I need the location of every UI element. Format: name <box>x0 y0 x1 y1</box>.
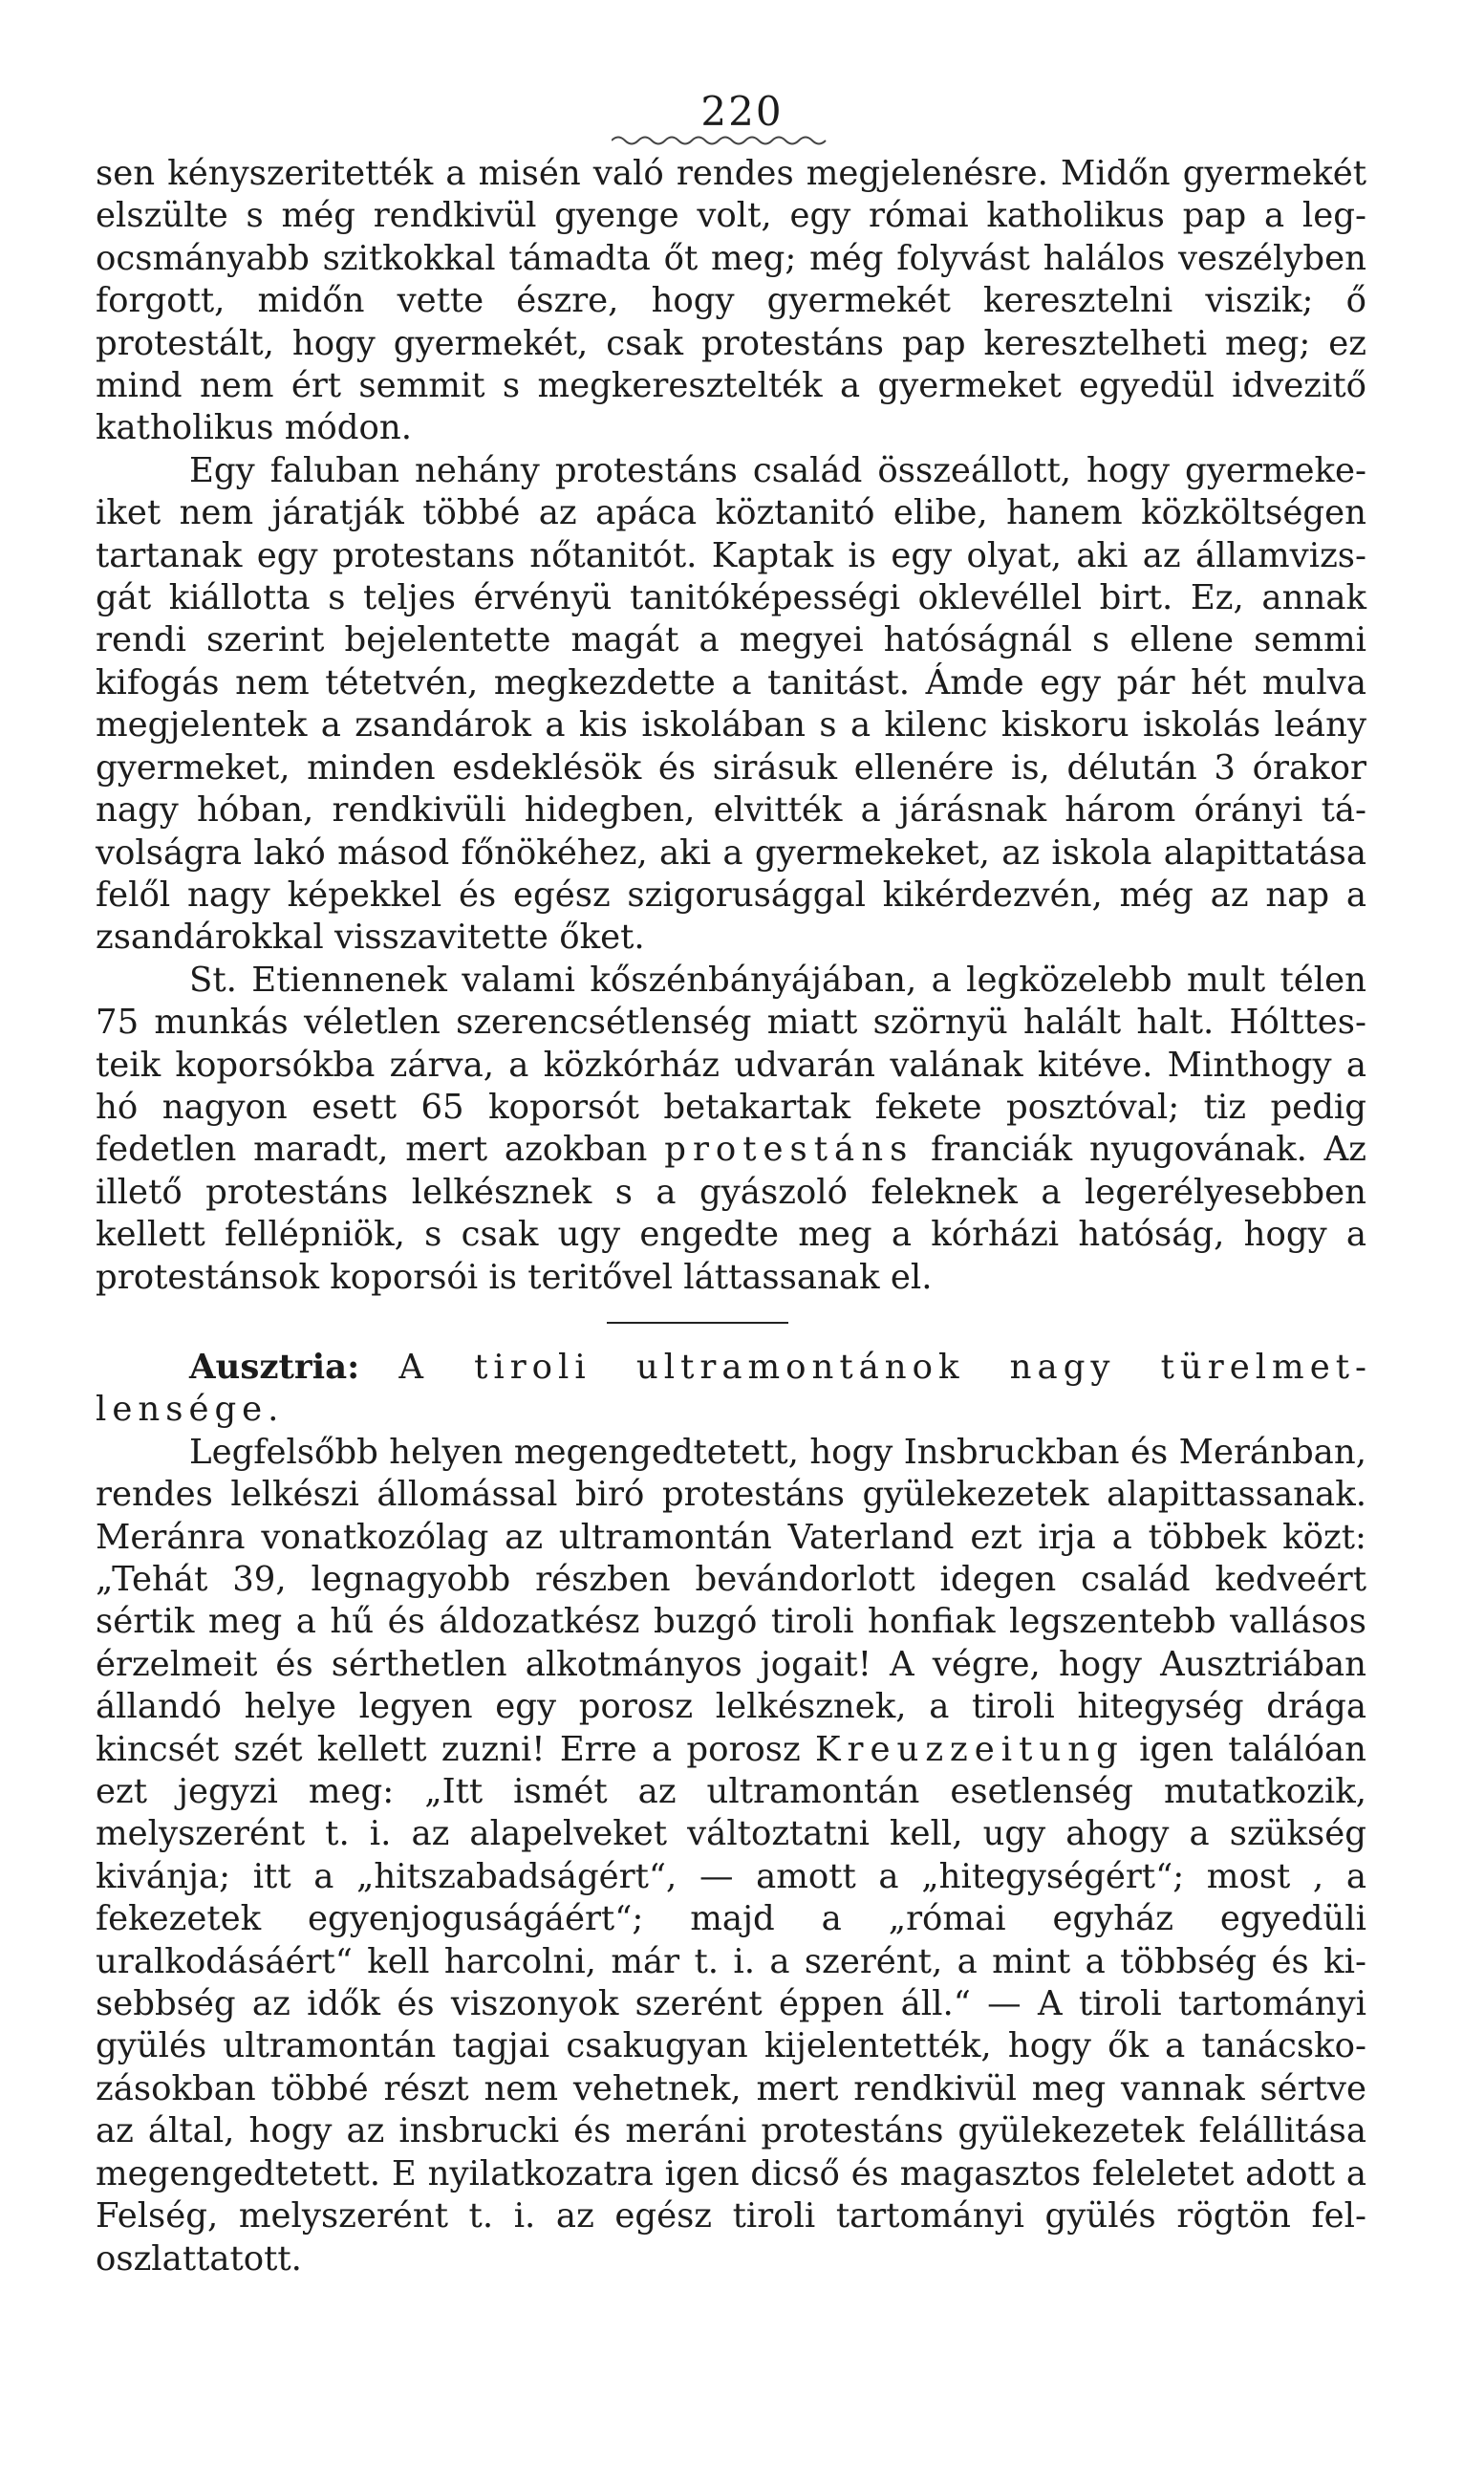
wavy-ornament <box>612 134 831 147</box>
text-column <box>96 153 1366 2280</box>
paragraph-2: Egy faluban nehány protestáns család összeállott, hogy gyermekeiket nem járatják többé az apáca köztanitó elibe, hanem közköltségen tartanak egy protestans nőtanitót. Kaptak is egy olyat, aki az államvizsgát kiállotta s teljes érvényü tanitóképességi oklevéllel birt. Ez, annak rendi szerint bejelentette magát a megyei hatóságnál s ellene semmi kifogás nem tétetvén, megkezdette a tanitást. Ámde egy pár hét mulva megjelentek a zsandárok a kis iskolában s a kilenc kiskoru iskolás leány gyermeket, minden esdeklésök és sirásuk ellenére is, délután 3 órakor nagy hóban, rendkivüli hidegben, elvitték a járásnak három órányi távolságra lakó másod főnökéhez, aki a gyermekeket, az iskola alapittatása felől nagy képekkel és egész szigorusággal kikérdezvén, még az nap a zsandárokkal visszavitette őket. <box>96 450 1366 958</box>
emphasis-protestans: protestáns <box>664 1130 914 1170</box>
paragraph-3-part-b: franciák nyugovának. Az illető protestáns lelkésznek s a gyászoló feleknek a legerélyesebben kellett fellépniök, s csak ugy engedte meg a kórházi hatóság, hogy a protestánsok koporsói is teritővel láttassanak el. <box>96 1130 1366 1297</box>
heading-title: A tiroli ultramontánok nagy türelmetlensége. <box>96 1347 1366 1430</box>
paragraph-1: sen kényszeritették a misén való rendes megjelenésre. Midőn gyermekét elszülte s még rendkivül gyenge volt, egy római katholikus pap a legocsmányabb szitkokkal támadta őt meg; még folyvást halálos veszélyben forgott, midőn vette észre, hogy gyermekét keresztelni viszik; ő protestált, hogy gyermekét, csak protestáns pap keresztelheti meg; ez mind nem ért semmit s megkeresztelték a gyermeket egyedül idvezitő katholikus módon. <box>96 154 1366 448</box>
paragraph-4-part-a: Legfelsőbb helyen megengedtetett, hogy Insbruckban és Meránban, rendes lelkészi állomással biró protestáns gyülekezetek alapittassanak. Meránra vonatkozólag az ultramontán Vaterland ezt irja a többek közt: „Tehát 39, legnagyobb részben bevándorlott idegen család kedveért sértik meg a hű és áldozatkész buzgó tiroli honfiak legszentebb vallásos érzelmeit és sérthetlen alkotmányos jogait! A végre, hogy Ausztriában állandó helye legyen egy porosz lelkésznek, a tiroli hitegység drága kincsét szét kellett zuzni! Erre a porosz <box>96 1432 1366 1769</box>
heading-country: Ausztria: <box>189 1347 360 1387</box>
paragraph-3-part-a: St. Etiennenek valami kőszénbányájában, a legközelebb mult télen 75 munkás véletlen szerencsétlenség miatt szörnyü halált halt. Hólttesteik koporsókba zárva, a közkórház udvarán valának kitéve. Minthogy a hó nagyon esett 65 koporsót betakartak fekete posztóval; tiz pedig fedetlen maradt, mert azokban <box>96 960 1366 1170</box>
emphasis-kreuzzeitung: Kreuzzeitung <box>814 1729 1125 1769</box>
page-number: 220 <box>700 88 784 135</box>
section-heading <box>96 1347 1366 1432</box>
divider-line <box>607 1322 788 1324</box>
paragraph-4 <box>96 1432 1366 2280</box>
section-divider <box>96 1299 1366 1347</box>
paragraph-4-part-b: igen találóan ezt jegyzi meg: „Itt ismét az ultramontán esetlenség mutatkozik, melyszerént t. i. az alapelveket változtatni kell, ugy ahogy a szükség kivánja; itt a „hitszabadságért“, — amott a „hitegységért“; most , a fekezetek egyenjoguságáért“; majd a „római egyház egyedüli uralkodásáért“ kell harcolni, már t. i. a szerént, a mint a többség és kisebbség az idők és viszonyok szerént éppen áll.“ — A tiroli tartományi gyülés ultramontán tagjai csakugyan kijelentették, hogy ők a tanácskozásokban többé részt nem vehetnek, mert rendkivül meg vannak sértve az által, hogy az insbrucki és meráni protestáns gyülekezetek felállitása megengedtetett. E nyilatkozatra igen dicső és magasztos feleletet adott a Felség, melyszerént t. i. az egész tiroli tartományi gyülés rögtön feloszlattatott. <box>96 1729 1367 2279</box>
paragraph-3 <box>96 960 1366 1299</box>
